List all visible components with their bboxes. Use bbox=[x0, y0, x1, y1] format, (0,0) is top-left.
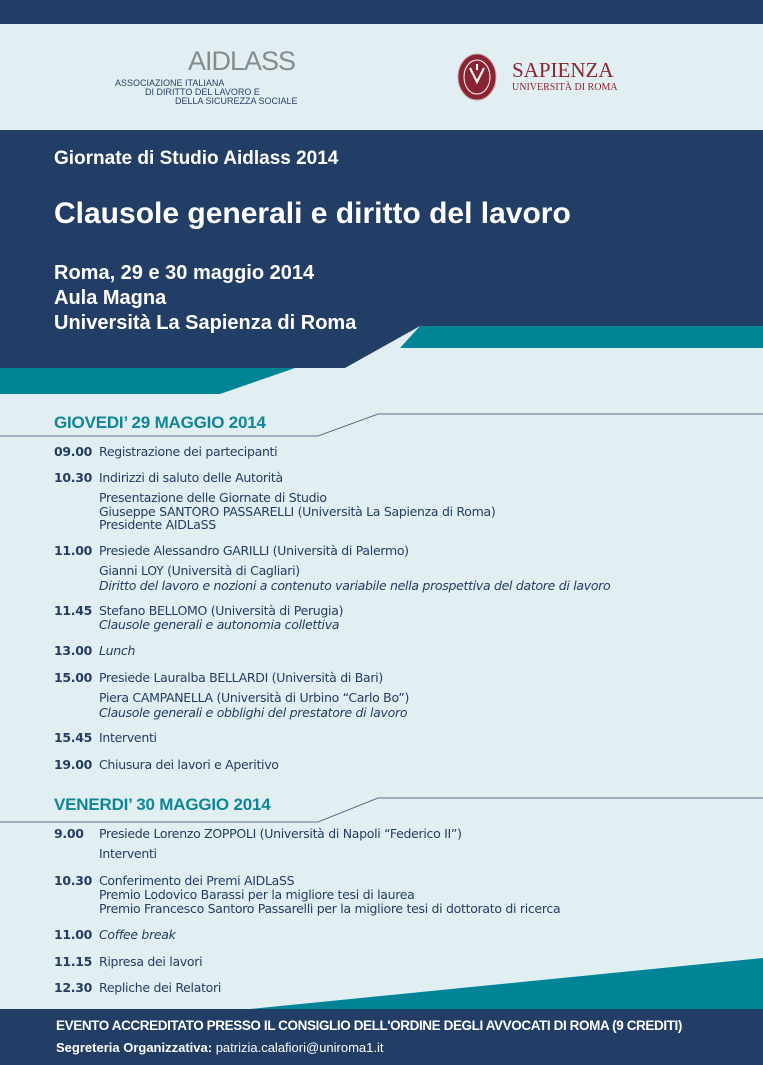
schedule-line: Presentazione delle Giornate di Studio bbox=[99, 490, 327, 505]
schedule-time: 15.45 bbox=[54, 730, 93, 745]
schedule-line: Presiede Alessandro GARILLI (Università di Palermo) bbox=[99, 543, 409, 558]
schedule-time: 9.00 bbox=[54, 826, 84, 841]
event-venue: Aula Magna bbox=[54, 287, 167, 309]
schedule-line: Clausole generali e autonomia collettiva bbox=[99, 617, 340, 632]
schedule-line: Premio Francesco Santoro Passarelli per la migliore tesi di dottorato di ricerca bbox=[99, 900, 561, 916]
schedule-time: 11.00 bbox=[54, 927, 93, 942]
schedule-time: 13.00 bbox=[54, 643, 93, 658]
schedule-time: 10.30 bbox=[54, 470, 93, 485]
schedule-time: 19.00 bbox=[54, 757, 93, 772]
schedule-line: Premio Lodovico Barassi per la migliore tesi di laurea bbox=[99, 887, 415, 902]
schedule-time: 11.15 bbox=[54, 954, 93, 969]
schedule-line: Gianni LOY (Università di Cagliari) bbox=[99, 563, 300, 578]
schedule-line: Conferimento dei Premi AIDLaSS bbox=[99, 873, 295, 888]
sapienza-seal-icon bbox=[456, 52, 498, 102]
schedule-line: Coffee break bbox=[99, 927, 176, 942]
day-heading: GIOVEDI’ 29 MAGGIO 2014 bbox=[54, 413, 266, 432]
schedule-time: 15.00 bbox=[54, 670, 93, 685]
schedule-line: Indirizzi di saluto delle Autorità bbox=[99, 470, 283, 485]
secretariat-email[interactable]: patrizia.calafiori@uniroma1.it bbox=[215, 1040, 384, 1055]
aidlass-line: DI DIRITTO DEL LAVORO E bbox=[145, 87, 260, 97]
schedule-time: 09.00 bbox=[54, 444, 93, 459]
secretariat bbox=[56, 1040, 384, 1055]
schedule-line: Presiede Lorenzo ZOPPOLI (Università di Napoli “Federico II”) bbox=[99, 826, 462, 841]
schedule-time: 11.00 bbox=[54, 543, 93, 558]
aidlass-wordmark: AIDLASS bbox=[188, 46, 296, 76]
schedule-line: Interventi bbox=[99, 846, 157, 861]
event-date: Roma, 29 e 30 maggio 2014 bbox=[54, 262, 315, 284]
schedule-line: Interventi bbox=[99, 730, 157, 745]
schedule-line: Clausole generali e obblighi del prestatore di lavoro bbox=[99, 704, 408, 720]
schedule-time: 10.30 bbox=[54, 873, 93, 888]
schedule-line: Registrazione dei partecipanti bbox=[99, 444, 278, 459]
sapienza-name: SAPIENZA bbox=[512, 58, 614, 82]
schedule-time: 12.30 bbox=[54, 980, 93, 995]
day-heading: VENERDI’ 30 MAGGIO 2014 bbox=[54, 795, 271, 814]
schedule-time: 11.45 bbox=[54, 603, 93, 618]
sapienza-subtitle: UNIVERSITÀ DI ROMA bbox=[512, 82, 618, 93]
schedule-line: Chiusura dei lavori e Aperitivo bbox=[99, 757, 279, 772]
event-series: Giornate di Studio Aidlass 2014 bbox=[54, 148, 339, 169]
accreditation-note: EVENTO ACCREDITATO PRESSO IL CONSIGLIO DELL'ORDINE DEGLI AVVOCATI DI ROMA (9 CREDITI) bbox=[56, 1018, 682, 1033]
event-title: Clausole generali e diritto del lavoro bbox=[54, 197, 571, 230]
schedule-line: Giuseppe SANTORO PASSARELLI (Università La Sapienza di Roma) bbox=[99, 503, 496, 519]
aidlass-line: ASSOCIAZIONE ITALIANA bbox=[115, 78, 225, 88]
schedule-line: Presiede Lauralba BELLARDI (Università di Bari) bbox=[99, 670, 383, 685]
schedule-line: Piera CAMPANELLA (Università di Urbino “Carlo Bo”) bbox=[99, 690, 410, 705]
schedule-line: Repliche dei Relatori bbox=[99, 980, 222, 995]
schedule-line: Diritto del lavoro e nozioni a contenuto variabile nella prospettiva del datore di lavoro bbox=[99, 577, 611, 593]
aidlass-line: DELLA SICUREZZA SOCIALE bbox=[175, 96, 298, 106]
schedule-line: Presidente AIDLaSS bbox=[99, 517, 216, 532]
schedule-line: Ripresa dei lavori bbox=[99, 954, 203, 969]
schedule-line: Lunch bbox=[99, 643, 136, 658]
schedule-line: Stefano BELLOMO (Università di Perugia) bbox=[99, 603, 344, 618]
secretariat-label: Segreteria Organizzativa: bbox=[56, 1040, 213, 1055]
sapienza-logo bbox=[456, 52, 618, 106]
event-university: Università La Sapienza di Roma bbox=[54, 312, 357, 334]
